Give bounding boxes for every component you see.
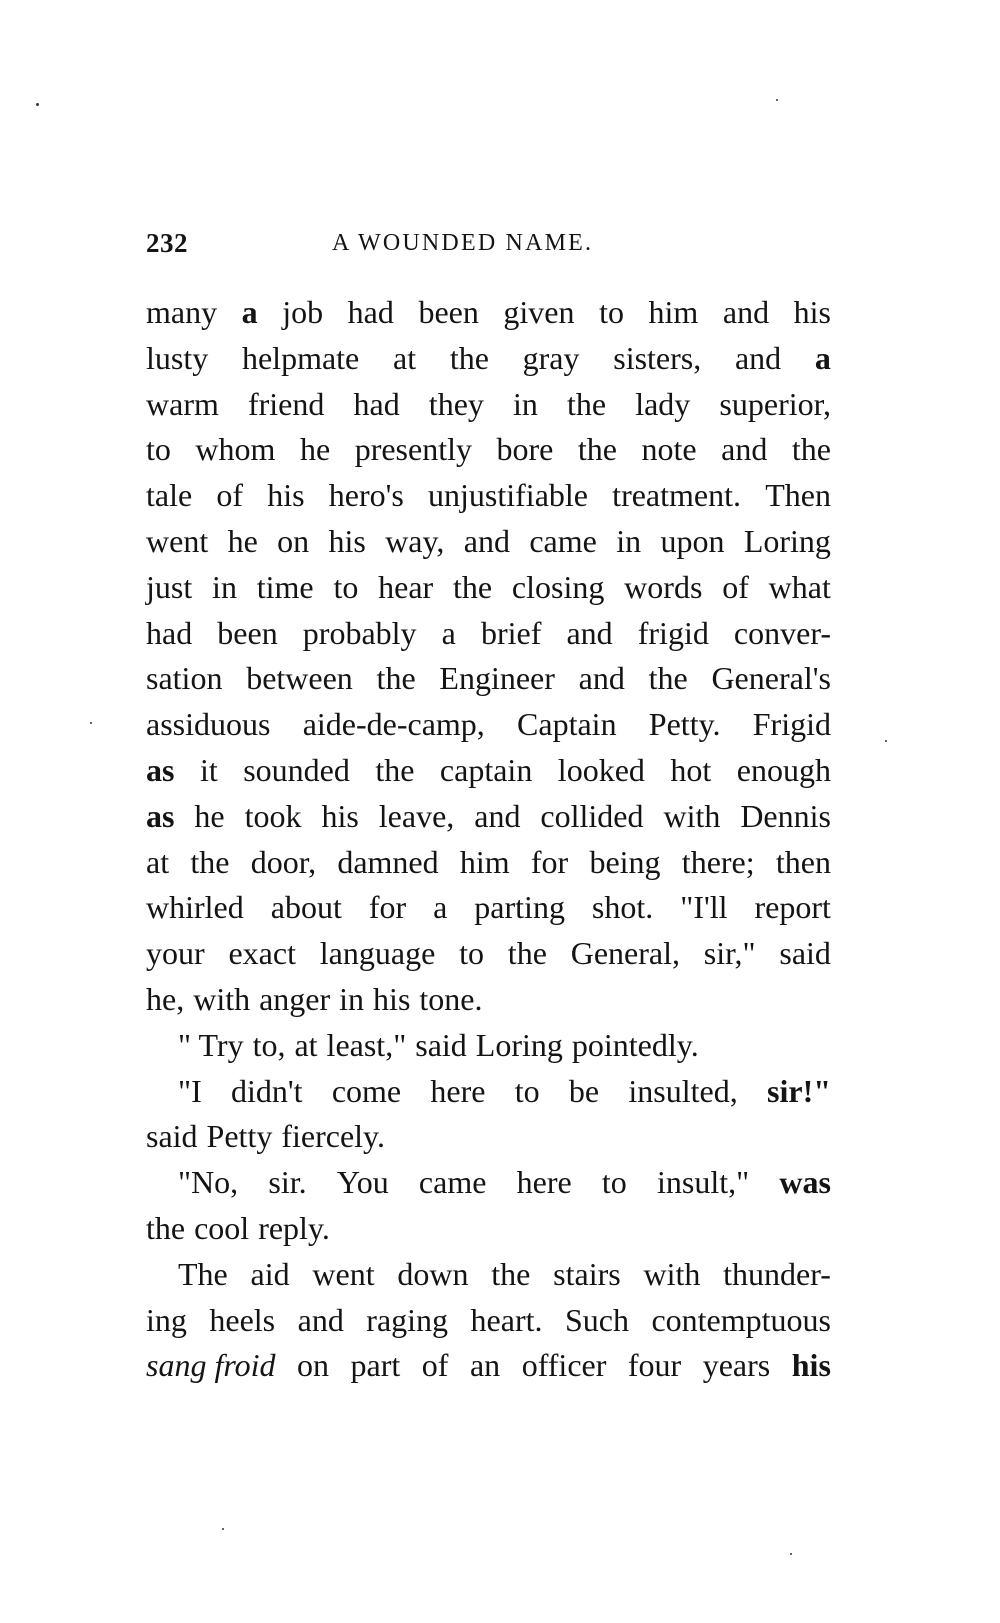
word: leave, (378, 797, 455, 834)
word: Dennis (740, 797, 831, 834)
word: his (328, 522, 366, 559)
text-line (146, 840, 831, 886)
word: come (331, 1072, 402, 1109)
word: he (194, 797, 225, 834)
paper-speck (222, 1528, 224, 1530)
word: and (734, 339, 782, 376)
paper-speck (776, 99, 778, 101)
word: cool (194, 1209, 250, 1246)
word: Captain (517, 706, 617, 743)
text-line (146, 382, 831, 428)
word: and (566, 614, 613, 651)
word: door, (250, 843, 317, 880)
word: the (376, 660, 416, 697)
word: a (441, 614, 456, 651)
word: gray (522, 339, 580, 376)
body-text (146, 290, 831, 1389)
word: "I'll (680, 889, 728, 926)
word: had (146, 614, 193, 651)
word: sounded (243, 751, 350, 788)
word: to (514, 1072, 540, 1109)
text-line (146, 290, 831, 336)
word: exact (228, 935, 296, 972)
paper-speck (36, 103, 39, 106)
word: said (415, 1026, 467, 1063)
text-line (146, 1160, 831, 1206)
word: sang froid (146, 1347, 276, 1384)
text-line (146, 473, 831, 519)
word: your (146, 935, 205, 972)
text-line (146, 427, 831, 473)
word: went (146, 522, 209, 559)
word: You (336, 1164, 389, 1201)
word: whirled (146, 889, 244, 926)
word: enough (736, 751, 831, 788)
word: frigid (637, 614, 709, 651)
word: he, (146, 980, 185, 1017)
word: Petty. (648, 706, 721, 743)
word: assiduous (146, 706, 271, 743)
text-line (146, 611, 831, 657)
word: in (616, 522, 642, 559)
word: to (601, 1164, 627, 1201)
word: the (567, 385, 607, 422)
word: the (146, 1209, 186, 1246)
word: the (507, 935, 547, 972)
text-line (146, 1252, 831, 1298)
word: raging (366, 1301, 449, 1338)
word: had (353, 385, 400, 422)
word: " Try (178, 1026, 244, 1063)
word: at (392, 339, 417, 376)
word: the (449, 339, 489, 376)
word: presently (354, 431, 472, 468)
word: the (491, 1255, 531, 1292)
word: "No, (178, 1164, 239, 1201)
word: in (212, 568, 237, 605)
word: of (216, 477, 244, 514)
text-line (146, 565, 831, 611)
word: his (373, 980, 411, 1017)
word: reply. (258, 1209, 330, 1246)
word: The (178, 1255, 228, 1292)
word: here (430, 1072, 486, 1109)
word: Then (765, 477, 831, 514)
word: least," (326, 1026, 407, 1063)
word: his (791, 1347, 831, 1384)
word: unjustifiable (428, 477, 588, 514)
word: friend (247, 385, 325, 422)
word: he (299, 431, 331, 468)
paper-speck (790, 1553, 792, 1555)
word: been (418, 294, 479, 330)
word: sation (146, 660, 223, 697)
word: said (146, 1118, 198, 1155)
word: and (578, 660, 625, 697)
word: language (319, 935, 436, 972)
word: for (530, 843, 569, 880)
word: ing (146, 1301, 187, 1338)
word: Petty (206, 1118, 273, 1155)
word: a (814, 339, 831, 376)
word: tale (146, 477, 193, 514)
word: many (146, 294, 218, 330)
word: damned (337, 843, 439, 880)
word: superior, (719, 385, 831, 422)
word: heart. (470, 1301, 543, 1338)
word: they (428, 385, 484, 422)
word: probably (302, 614, 417, 651)
word: time (256, 568, 314, 605)
word: thunder- (723, 1255, 831, 1292)
word: shot. (591, 889, 654, 926)
word: in (339, 980, 365, 1017)
word: with (663, 797, 721, 834)
word: him (459, 843, 510, 880)
word: aid (250, 1255, 290, 1292)
paper-speck (90, 722, 92, 724)
text-line (146, 702, 831, 748)
text-line (146, 748, 831, 794)
word: tone. (419, 980, 483, 1017)
word: just (146, 568, 193, 605)
word: an (469, 1347, 501, 1384)
word: there; (681, 843, 755, 880)
word: anger (259, 980, 331, 1017)
word: to (146, 431, 171, 468)
word: and (474, 797, 521, 834)
word: the (453, 568, 493, 605)
text-line (146, 1069, 831, 1115)
word: didn't (231, 1072, 303, 1109)
text-line (146, 1114, 831, 1160)
word: and (721, 431, 768, 468)
word: took (244, 797, 302, 834)
word: his (267, 477, 305, 514)
word: sir. (268, 1164, 307, 1201)
word: job (282, 294, 324, 330)
word: he (227, 522, 258, 559)
word: about (270, 889, 342, 926)
word: as (146, 751, 175, 788)
word: his (321, 797, 359, 834)
word: being (589, 843, 661, 880)
word: sisters, (613, 339, 702, 376)
word: and (722, 294, 770, 330)
page-header (146, 228, 841, 262)
word: stairs (553, 1255, 621, 1292)
text-line (146, 794, 831, 840)
word: treatment. (612, 477, 741, 514)
word: been (217, 614, 278, 651)
word: to (599, 294, 624, 330)
word: and (297, 1301, 344, 1338)
word: the (190, 843, 230, 880)
text-line (146, 1023, 831, 1069)
text-line (146, 1206, 831, 1252)
word: pointedly. (571, 1026, 699, 1063)
word: to (333, 568, 359, 605)
word: of (722, 568, 749, 605)
word: lady (635, 385, 691, 422)
word: as (146, 797, 175, 834)
word: for (368, 889, 407, 926)
text-line (146, 519, 831, 565)
word: a (433, 889, 448, 926)
word: the (375, 751, 415, 788)
word: the (791, 431, 831, 468)
page-number: 232 (146, 228, 188, 258)
word: words (624, 568, 703, 605)
text-line (146, 656, 831, 702)
word: collided (540, 797, 644, 834)
text-line (146, 1298, 831, 1344)
text-line (146, 931, 831, 977)
word: Loring (475, 1026, 563, 1063)
word: lusty (146, 339, 209, 376)
word: report (754, 889, 831, 926)
word: of (421, 1347, 449, 1384)
word: hot (670, 751, 712, 788)
word: officer (521, 1347, 607, 1384)
word: at (294, 1026, 318, 1063)
word: brief (480, 614, 542, 651)
word: fiercely. (281, 1118, 385, 1155)
word: aide-de-camp, (302, 706, 485, 743)
word: sir!" (767, 1072, 831, 1109)
word: "I (178, 1072, 202, 1109)
word: hero's (328, 477, 404, 514)
word: warm (146, 385, 219, 422)
word: his (793, 294, 831, 330)
word: on (297, 1347, 330, 1384)
word: here (516, 1164, 572, 1201)
word: note (641, 431, 697, 468)
word: insulted, (628, 1072, 738, 1109)
text-line (146, 1343, 831, 1389)
word: given (503, 294, 575, 330)
word: down (397, 1255, 469, 1292)
word: General, (570, 935, 680, 972)
word: on (277, 522, 310, 559)
word: helpmate (241, 339, 360, 376)
word: way, (385, 522, 445, 559)
word: hear (378, 568, 434, 605)
text-line (146, 977, 831, 1023)
word: heels (209, 1301, 276, 1338)
word: and (463, 522, 510, 559)
word: bore (496, 431, 554, 468)
word: closing (511, 568, 605, 605)
word: whom (195, 431, 276, 468)
word: looked (557, 751, 645, 788)
word: to (459, 935, 484, 972)
word: what (768, 568, 831, 605)
word: conver- (733, 614, 831, 651)
word: was (779, 1164, 831, 1201)
word: Such (564, 1301, 629, 1338)
running-head: A WOUNDED NAME. (332, 230, 594, 256)
word: to, (252, 1026, 286, 1063)
paper-speck (885, 740, 887, 742)
text-line (146, 336, 831, 382)
word: had (347, 294, 394, 330)
word: General's (711, 660, 831, 697)
word: contemptuous (651, 1301, 831, 1338)
word: Loring (743, 522, 831, 559)
word: years (702, 1347, 771, 1384)
word: went (312, 1255, 375, 1292)
word: captain (439, 751, 533, 788)
word: be (568, 1072, 600, 1109)
word: a (241, 294, 258, 330)
word: the (577, 431, 617, 468)
word: came (529, 522, 597, 559)
word: at (146, 843, 170, 880)
word: Frigid (752, 706, 831, 743)
word: the (648, 660, 688, 697)
word: part (350, 1347, 401, 1384)
word: upon (660, 522, 725, 559)
word: between (246, 660, 353, 697)
word: insult," (656, 1164, 750, 1201)
word: four (627, 1347, 682, 1384)
word: with (643, 1255, 701, 1292)
text-line (146, 885, 831, 931)
word: then (775, 843, 831, 880)
word: parting (474, 889, 565, 926)
word: Engineer (439, 660, 555, 697)
word: him (648, 294, 699, 330)
word: in (513, 385, 538, 422)
word: with (193, 980, 251, 1017)
word: said (779, 935, 831, 972)
word: sir," (703, 935, 756, 972)
word: came (418, 1164, 487, 1201)
word: it (199, 751, 218, 788)
